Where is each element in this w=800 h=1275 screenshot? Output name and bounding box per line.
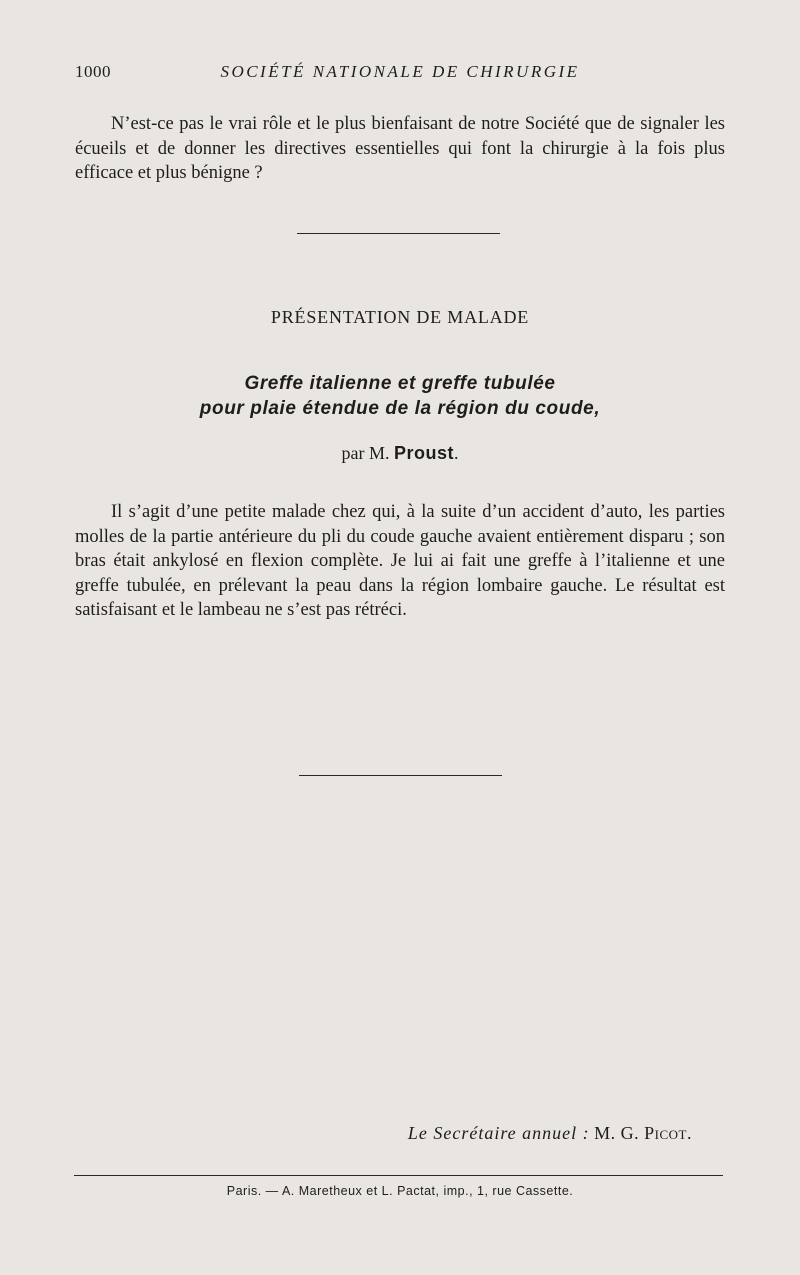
signature-name: M. G. Picot. (594, 1123, 692, 1143)
author-name: Proust (393, 443, 454, 463)
section-divider-bottom (299, 775, 502, 776)
signature (408, 1123, 692, 1144)
article-title-line-2: pour plaie étendue de la région du coude, (199, 398, 601, 419)
printer-imprint: Paris. — A. Maretheux et L. Pactat, imp., 1, rue Cassette. (226, 1184, 574, 1198)
article-title-line-1: Greffe italienne et greffe tubulée (244, 373, 556, 394)
author-line (0, 443, 800, 464)
page-number: 1000 (75, 62, 111, 81)
running-title: SOCIÉTÉ NATIONALE DE CHIRURGIE (220, 62, 580, 81)
author-suffix: . (454, 443, 459, 463)
signature-role: Le Secrétaire annuel : (407, 1123, 590, 1143)
section-heading: PRÉSENTATION DE MALADE (270, 307, 530, 327)
page-header (75, 62, 725, 86)
section-divider-top (297, 233, 500, 234)
body-paragraph: Il s’agit d’une petite malade chez qui, à la suite d’un accident d’auto, les parties molles de la partie antérieure du pli du coude gauche avaient entièrement disparu ; son bras était ankylosé en flexion complète. Je lui ai fait une greffe à l’italienne et une greffe tubulée, en prélevant la peau dans la région lombaire gauche. Le résultat est satisfaisant et le lambeau ne s’est pas rétréci. (75, 502, 725, 620)
author-prefix: par M. (341, 443, 390, 463)
footer-rule (74, 1175, 723, 1176)
intro-paragraph: N’est-ce pas le vrai rôle et le plus bienfaisant de notre Société que de signaler les écueils et de donner les directives essentielles qui font la chirurgie à la fois plus efficace et plus bénigne ? (75, 114, 725, 183)
